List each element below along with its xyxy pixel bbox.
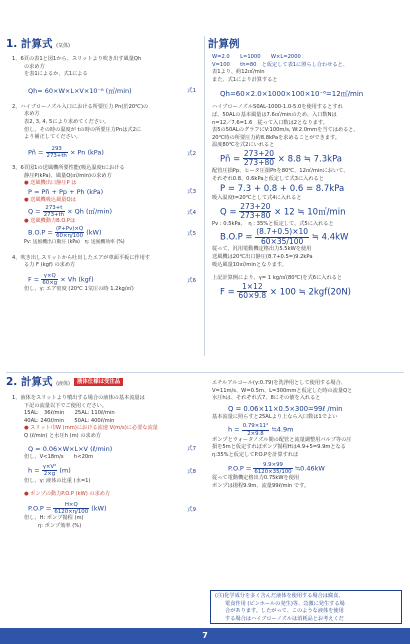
- section2-title: 2. 計算式 (液体) 液体仕様は受注品: [6, 376, 202, 391]
- note-line2: 電食作用 (ピンホールの発生)等、急激に発生する場: [225, 600, 345, 607]
- ex1-line15: 従って、汎用電動機定格出力5.5kWを使用: [212, 246, 312, 253]
- step3-line3: ● 送風機出口静圧P は: [24, 180, 77, 187]
- step3-line5: ● 送風機動力B.O.Pは: [24, 217, 76, 224]
- example1: [208, 38, 406, 301]
- step3-line2: 静圧P(kPa)、風量Q(㎥/min)の求め方: [24, 172, 112, 179]
- ex1-line10: 温度80℃を式2にいれると: [212, 142, 275, 149]
- step3-line6: Pv: 送風機出口動圧 (kPa) η: 送風機効率 (%): [24, 239, 125, 245]
- ex1-line12: それぞれ0.8、0.6kPaと仮定して式3に入れると: [212, 175, 324, 182]
- ex1-line18: 上記計算例により、γ= 1 kg/㎥(80℃)を式6に入れると: [212, 275, 343, 282]
- ex1-line3: 表1より、約12㎥/min: [212, 69, 265, 76]
- ex1-line11: 配管圧損Pp、ヒータ圧損Phを80℃、12㎥/minにおいて、: [212, 167, 349, 174]
- ex2-line6: 損を5mと仮定すればポンプ揚程Hは4.9+5=9.9mとなる: [212, 444, 346, 451]
- ex2-formula-7: Q = 0.06×11×0.5×300=99ℓ /min: [228, 404, 343, 413]
- ex2-formula-9: P.O.P = $\frac{9.9\times 99}{6120\times 35/100}$ ≒0.46kW: [228, 461, 325, 475]
- formula-5: B.O.P = $\frac{(P+Pv)\times Q}{60\times\eta/100}$ (kW) 式5: [28, 225, 196, 239]
- note-line3: 合があります。したがって、このような液体を使用: [225, 608, 344, 615]
- s2-line2: 下記の流量以下でご使用ください。: [24, 402, 108, 409]
- ex1-line16: 送風機は20℃出口静圧(8.7+0.5=)9.2kPa: [212, 253, 313, 260]
- ex1-formula-5: B.O.P = $\frac{(8.7+0.5)\times 10}{60\times 35/100}$ ≒ 4.4kW: [220, 227, 349, 246]
- formula-1-tag: 式1: [187, 87, 196, 94]
- ex1-line4: また、式1により計算すると: [212, 76, 278, 83]
- step4-line3: 但し、γ: エア密度 (20℃ 1気圧の時 1.2kg/㎥): [24, 286, 134, 293]
- ex1-line2: V=100 th=80 と仮定して表1に照らし合わせると、: [212, 61, 348, 68]
- ex1-line9: 20℃時の所要圧力約8.8kPaを求めることができます。: [212, 134, 340, 141]
- step1-line1: 1、6頁の表1と図1から、スリットより吹き出す風量Qh: [12, 56, 142, 62]
- step3-line4: ● 送風機吸込風量Qは: [24, 196, 76, 203]
- ex2-line5: ポンプとウォータノズル間の配管と流量調整用バルブ等の圧: [212, 436, 352, 443]
- s2-line10: 但し、H: ポンプ揚程 (m): [24, 515, 84, 522]
- ex1-line17: 吸込風量10㎥/minとなります。: [212, 261, 287, 268]
- caution-note: [210, 590, 402, 624]
- example-title: 計算例: [208, 38, 240, 50]
- s2-line11: η: ポンプ効率 (%): [38, 522, 82, 529]
- made-to-order-badge: 液体仕様は受注品: [74, 378, 123, 386]
- formula-2: Pñ = $\frac{293}{273+th}$ × Pn (kPa) 式2: [28, 145, 196, 159]
- ex1-line1: W=2.0 L=1000 W×L=2000: [212, 54, 301, 60]
- ex1-line7: n=12／7.6=1.6 従って入口数は2となります。: [212, 119, 328, 126]
- ex1-formula-1: Qh=60×2.0×1000×100×10⁻⁶=12㎥/min: [220, 90, 364, 99]
- ex1-line8: 表5の50ALのグラフにV:100m/s, W:2.0mmを当てはめると、: [212, 127, 359, 134]
- s2-line3: 15AL: 36ℓ/min 25AL: 110ℓ/min: [24, 410, 115, 417]
- s2-line7: 但し、V<18m/s h<20m: [24, 453, 94, 460]
- step2-line5: より補正してください。: [24, 134, 82, 141]
- note-line4: する場合はハイブローノズルは消耗品とお考えくだ: [225, 615, 344, 622]
- step3-line1: 3、6頁図1の送風機所要性能(吸込温度tにおける: [12, 165, 125, 172]
- ex2-line8: 従って電動機定格出力0.75kWを使用: [212, 474, 300, 481]
- ex2-line1: エチルアルコール(γ:0.79)を洗浄用として使用する場合、: [212, 380, 346, 386]
- section1-gas: [6, 38, 202, 294]
- step4-line1: 4、吹き出しスリットから吐出したエアが車面平板に作用す: [12, 254, 150, 261]
- ex1-line13: 吸入温度t=20℃として式4に入れると: [212, 195, 302, 202]
- example2: [208, 380, 406, 490]
- step2-line4: 但し、その時の温度が tの時の所要圧力Pnは式2に: [24, 126, 142, 133]
- step4-line2: る力 F (kgf) の求め方: [24, 262, 76, 269]
- formula-8: h = $\frac{\text{γ×V²}}{2\times g}$ (m) 式8: [28, 464, 196, 478]
- step2-line3: 表2, 3, 4, 5により求めてください。: [24, 118, 110, 125]
- section2-liquid: [6, 376, 202, 530]
- ex1-formula-2: Pñ = $\frac{273+20}{273+80}$ × 8.8 ≒ 7.3kPa: [220, 148, 343, 168]
- step1-line3: を表1によるか、式1による: [24, 71, 88, 78]
- page-number: 7: [202, 631, 208, 640]
- s2-line5: ● スリット巾W (mm)における流速 V(m/s)に必要な流量: [24, 425, 158, 432]
- formula-9: P.O.P = $\frac{H\times Q}{6120\times\eta/100}$ (kW) 式9: [28, 501, 196, 515]
- ex1-line5: ハイブローノズルS0AL-1000-1.0-5.0を使用するとすれ: [212, 104, 343, 111]
- note-line1: (注)化学成分を多く含んだ液体を使用する場合は腐食、: [215, 593, 344, 599]
- section-separator: [6, 372, 404, 373]
- ex1-line6: ば、50ALの基本風量は7.6㎥/minのため、入口数Nは: [212, 111, 337, 118]
- ex2-line3: 水圧hは、それぞれ式7、8にその値を入れると: [212, 395, 321, 402]
- ex1-formula-3: P = 7.3 + 0.8 + 0.6 = 8.7kPa: [220, 184, 345, 195]
- ex1-formula-4: Q = $\frac{273+20}{273+80}$ × 12 ≒ 10㎥/min: [220, 201, 346, 221]
- step2-line1: 2、ハイブローノズル入口における所要圧力 Pn(於20℃)の: [12, 103, 149, 110]
- formula-6: F = $\frac{\gamma\times Q}{60\times g}$ × Vh (kgf) 式6: [28, 272, 196, 286]
- formula-3: P = Pñ + Pp + Ph (kPa) 式3: [28, 187, 196, 196]
- ex2-line2: V=11m/s、W=0.5m、L=300mmと仮定した時の流量Qと: [212, 387, 353, 394]
- s2-line6: Q (ℓ/min) と水圧h (m) の求め方: [24, 432, 102, 439]
- formula-4: Q = $\frac{273+t}{273+th}$ × Qh (㎥/min) 式4: [28, 204, 196, 218]
- step1-line2: の求め方: [24, 63, 45, 70]
- ex2-formula-8: h = $\frac{\text{0.79×11²}}{2\times 9.8}$ ≒4.9m: [228, 423, 294, 437]
- s2-line1: 1、液体をスリットより噴出する場合の液体の基本流量は: [12, 395, 145, 401]
- ex2-line7: η:35%と仮定してP.O.Pを計算すれば: [212, 451, 299, 458]
- s2-line4: 40AL: 240ℓ/min 50AL: 400ℓ/min: [24, 417, 115, 424]
- s2-line8: 但し、γ: 液体の比重 (水=1): [24, 477, 91, 484]
- ex1-formula-6: F = $\frac{1\times 12}{60\times 9.8}$ × 100 ≒ 2kgf(20N): [220, 281, 351, 301]
- section1-title: 1. 計算式 (気体): [6, 38, 71, 50]
- column-divider: [204, 36, 205, 356]
- ex1-line14: Pv : 0.5kPa、 η : 35%と仮定して、式5に入れると: [212, 220, 334, 227]
- ex2-line4: 基本流量に照らすと25ALより上なら入口数は1でよい: [212, 413, 338, 420]
- page-footer: [0, 628, 410, 644]
- step2-line2: 求め方: [24, 111, 40, 118]
- s2-line9: ● ポンプの動力P.O.P (kW) の求め方: [24, 491, 111, 498]
- formula-1: Qh= 60×W×L×V×10⁻⁶ (㎥/min) 式1: [28, 86, 196, 95]
- ex2-line9: ポンプは揚程9.9m、流量99ℓ/min です。: [212, 482, 310, 489]
- formula-7: Q = 0.06×W×L×V (ℓ/min) 式7: [28, 444, 196, 453]
